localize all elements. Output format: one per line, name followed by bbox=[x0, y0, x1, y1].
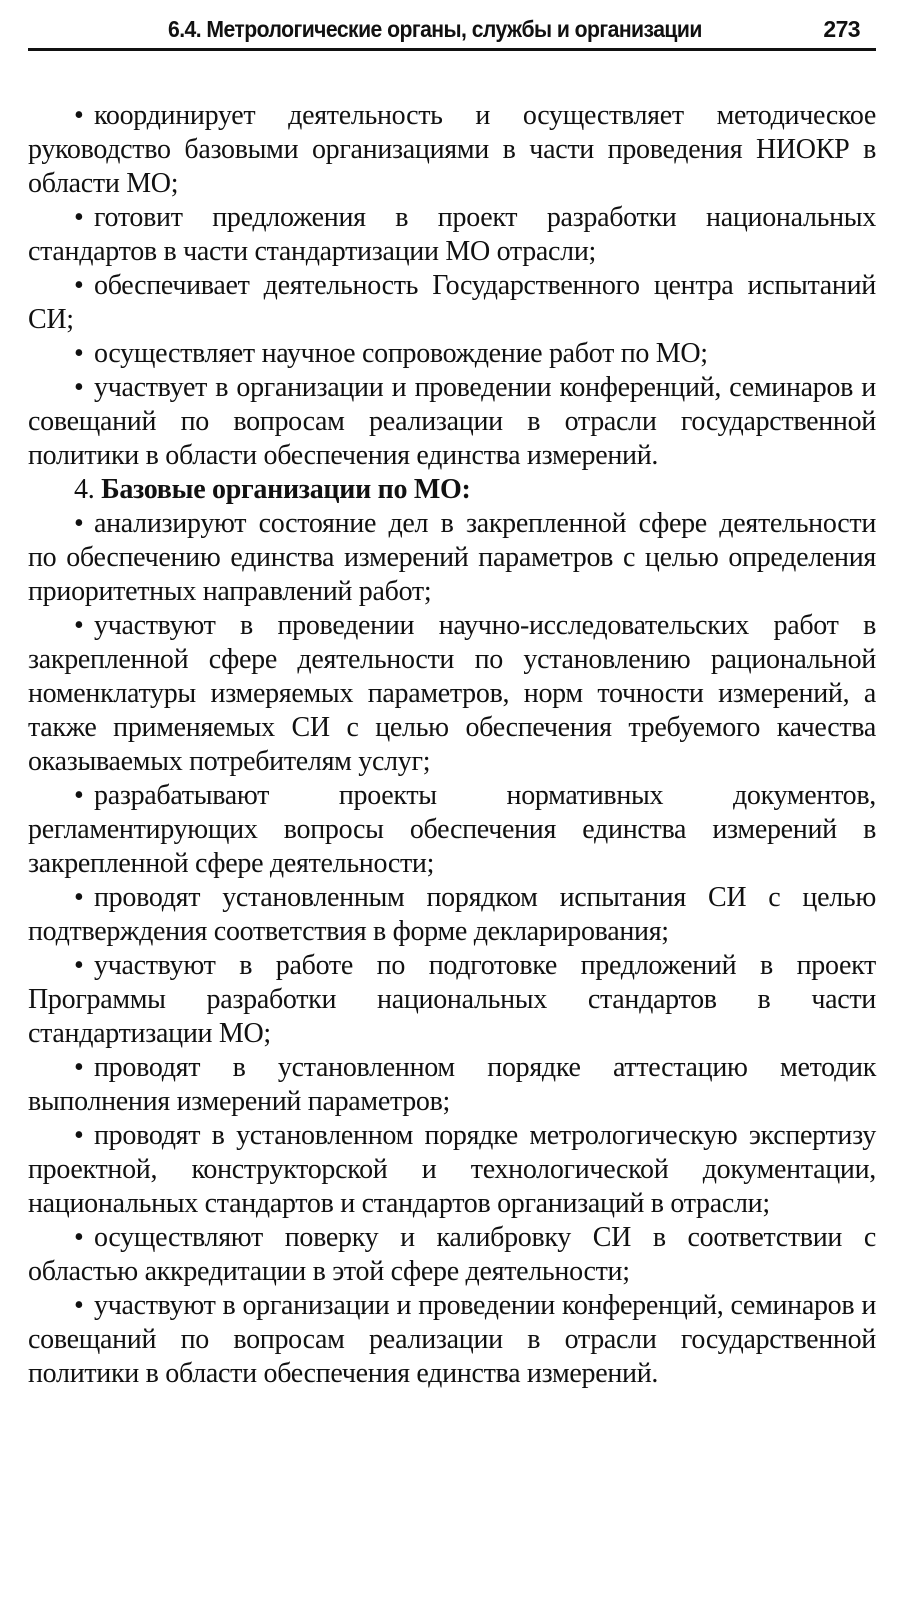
list-item bbox=[28, 609, 876, 779]
bullet-icon bbox=[74, 202, 94, 233]
list-item-text: проводят в установленном порядке метрологическую экспертизу проектной, конструкторской и технологической документации, национальных стандартов и стандартов организаций в отрасли; bbox=[28, 1120, 876, 1219]
heading-number: 4. bbox=[74, 474, 95, 505]
list-item bbox=[28, 201, 876, 269]
list-item bbox=[28, 779, 876, 881]
list-item bbox=[28, 99, 876, 201]
bullet-icon bbox=[74, 338, 94, 369]
list-item-text: осуществляет научное сопровождение работ по МО; bbox=[94, 338, 708, 369]
bullet-icon bbox=[74, 508, 94, 539]
list-item-text: готовит предложения в проект разработки национальных стандартов в части стандартизации МО отрасли; bbox=[28, 202, 876, 267]
bullet-icon bbox=[74, 270, 94, 301]
list-item-text: анализируют состояние дел в закрепленной сфере деятельности по обеспечению единства измерений параметров с целью определения приоритетных направлений работ; bbox=[28, 508, 876, 607]
list-item bbox=[28, 1051, 876, 1119]
bullet-icon bbox=[74, 1052, 94, 1083]
bullet-icon bbox=[74, 100, 94, 131]
list-item bbox=[28, 881, 876, 949]
list-item bbox=[28, 1289, 876, 1391]
heading-text: Базовые организации по МО: bbox=[101, 474, 471, 505]
bullet-icon bbox=[74, 610, 94, 641]
bullet-icon bbox=[74, 372, 94, 403]
bullet-icon bbox=[74, 950, 94, 981]
section-heading bbox=[28, 473, 876, 507]
list-item-text: участвуют в организации и проведении конференций, семинаров и совещаний по вопросам реализации в отрасли государственной политики в области обеспечения единства измерений. bbox=[28, 1290, 876, 1389]
list-item-text: координирует деятельность и осуществляет методическое руководство базовыми организациями в части проведения НИОКР в области МО; bbox=[28, 100, 876, 199]
section-title: 6.4. Метрологические органы, службы и организации bbox=[168, 16, 702, 42]
list-item-text: проводят в установленном порядке аттестацию методик выполнения измерений параметров; bbox=[28, 1052, 876, 1117]
bullet-icon bbox=[74, 882, 94, 913]
list-item bbox=[28, 949, 876, 1051]
list-item bbox=[28, 337, 876, 371]
list-item-text: участвует в организации и проведении конференций, семинаров и совещаний по вопросам реализации в отрасли государственной политики в области обеспечения единства измерений. bbox=[28, 372, 876, 471]
book-page bbox=[28, 10, 876, 1391]
bullet-icon bbox=[74, 1290, 94, 1321]
bullet-icon bbox=[74, 1222, 94, 1253]
list-item bbox=[28, 1119, 876, 1221]
list-item-text: проводят установленным порядком испытания СИ с целью подтверждения соответствия в форме декларирования; bbox=[28, 882, 876, 947]
list-item bbox=[28, 507, 876, 609]
running-header bbox=[28, 10, 876, 51]
bullet-icon bbox=[74, 1120, 94, 1151]
bullet-icon bbox=[74, 780, 94, 811]
list-item-text: участвуют в проведении научно-исследовательских работ в закрепленной сфере деятельности по установлению рациональной номенклатуры измеряемых параметров, норм точности измерений, а также применяемых СИ с целью обеспечения требуемого качества оказываемых потребителям услуг; bbox=[28, 610, 876, 777]
list-item-text: осуществляют поверку и калибровку СИ в соответствии с областью аккредитации в этой сфере деятельности; bbox=[28, 1222, 876, 1287]
list-item bbox=[28, 371, 876, 473]
list-item bbox=[28, 1221, 876, 1289]
list-item-text: обеспечивает деятельность Государственного центра испытаний СИ; bbox=[28, 270, 876, 335]
list-item-text: участвуют в работе по подготовке предложений в проект Программы разработки национальных стандартов в части стандартизации МО; bbox=[28, 950, 876, 1049]
page-number: 273 bbox=[823, 16, 860, 42]
list-item bbox=[28, 269, 876, 337]
list-item-text: разрабатывают проекты нормативных документов, регламентирующих вопросы обеспечения единства измерений в закрепленной сфере деятельности; bbox=[28, 780, 876, 879]
page-body bbox=[28, 99, 876, 1391]
